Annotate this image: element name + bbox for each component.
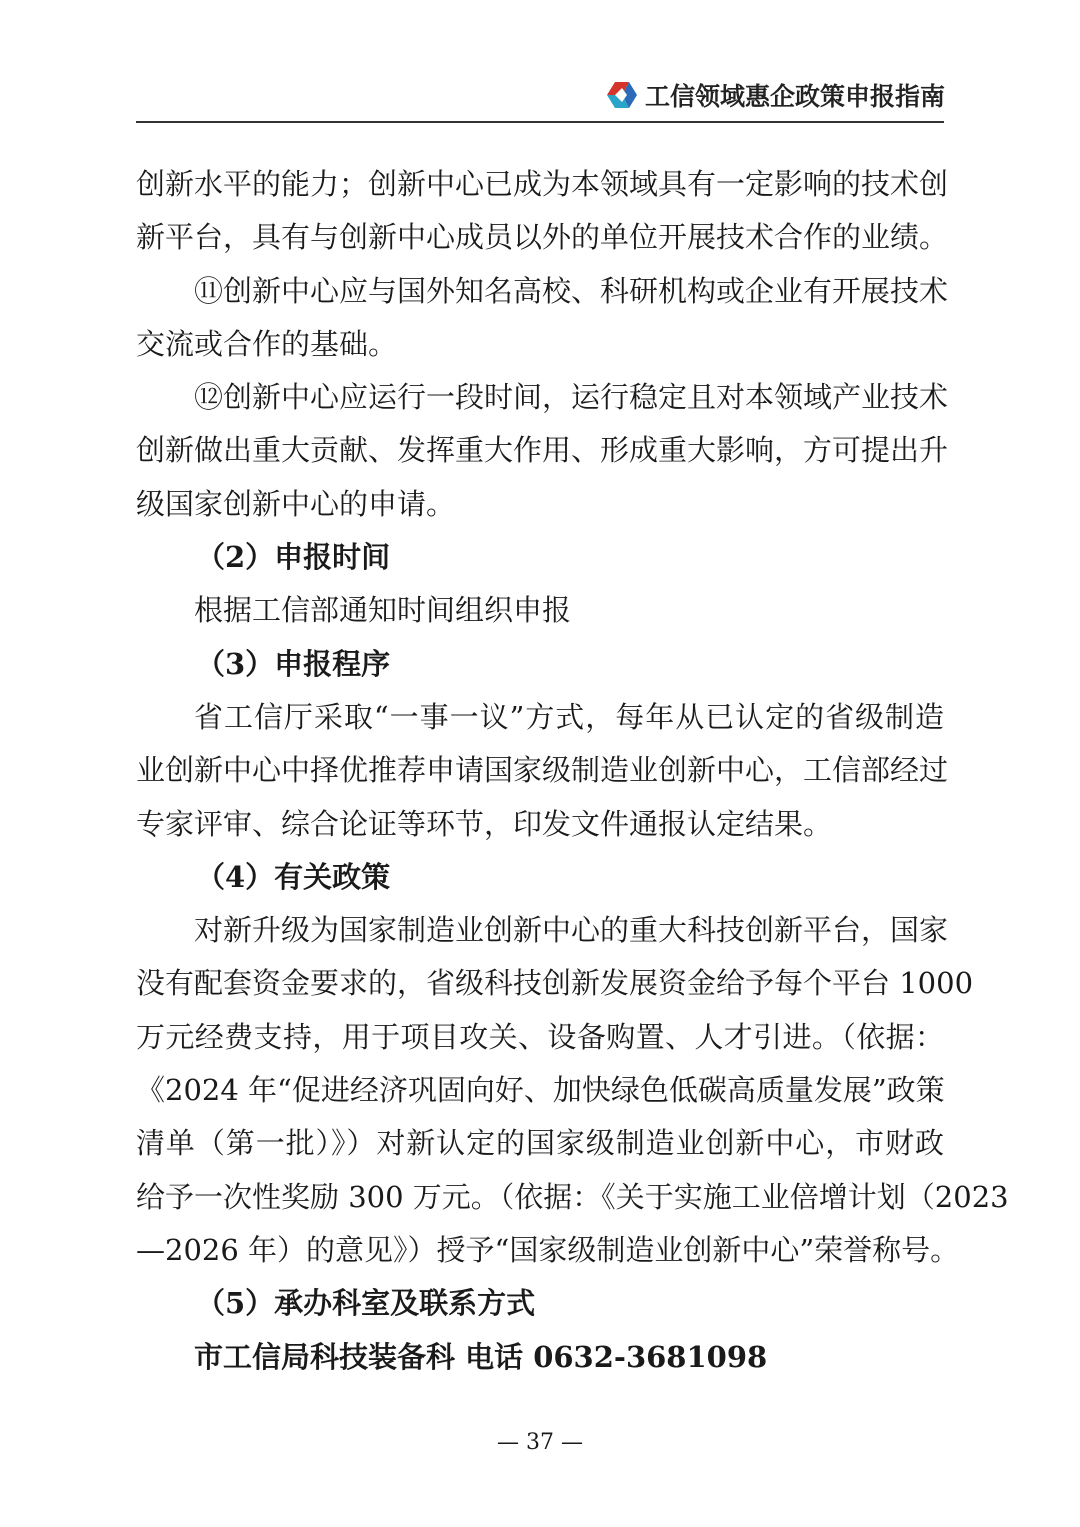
section-heading-contact: （5）承办科室及联系方式 <box>196 1286 536 1321</box>
paragraph-line: 交流或合作的基础。 <box>136 326 398 361</box>
page-header <box>605 74 945 116</box>
header-title: 工信领域惠企政策申报指南 <box>644 82 945 111</box>
contact-info: 市工信局科技装备科 电话 0632-3681098 <box>194 1339 768 1374</box>
paragraph-line: 对新升级为国家制造业创新中心的重大科技创新平台，国家 <box>194 913 949 948</box>
paragraph-line: 专家评审、综合论证等环节，印发文件通报认定结果。 <box>136 806 833 841</box>
page-number: — 37 — <box>497 1430 583 1455</box>
paragraph-line: 级国家创新中心的申请。 <box>136 486 456 521</box>
paragraph-line: 没有配套资金要求的，省级科技创新发展资金给予每个平台 1000 <box>136 966 974 1001</box>
paragraph-line: 清单（第一批）》）对新认定的国家级制造业创新中心，市财政 <box>136 1126 944 1161</box>
paragraph-line: 业创新中心中择优推荐申请国家级制造业创新中心，工信部经过 <box>136 753 949 788</box>
paragraph-line: 创新做出重大贡献、发挥重大作用、形成重大影响，方可提出升 <box>136 433 949 468</box>
paragraph-line: 给予一次性奖励 300 万元。（依据：《关于实施工业倍增计划（2023 <box>136 1179 1009 1214</box>
paragraph-line: 省工信厅采取“一事一议”方式，每年从已认定的省级制造 <box>194 699 944 734</box>
document-body <box>136 158 1009 1384</box>
header-divider <box>136 121 944 123</box>
paragraph-line: ⑪创新中心应与国外知名高校、科研机构或企业有开展技术 <box>194 273 949 308</box>
paragraph-line: 万元经费支持，用于项目攻关、设备购置、人才引进。（依据： <box>136 1019 944 1054</box>
section-heading-policy: （4）有关政策 <box>196 859 391 894</box>
paragraph-line: 创新水平的能力；创新中心已成为本领域具有一定影响的技术创 <box>136 167 949 201</box>
paragraph-line: 《2024 年“促进经济巩固向好、加快绿色低碳高质量发展”政策 <box>136 1073 945 1108</box>
paragraph-line: 新平台，具有与创新中心成员以外的单位开展技术合作的业绩。 <box>136 220 949 255</box>
paragraph-line: —2026 年）的意见》）授予“国家级制造业创新中心”荣誉称号。 <box>136 1232 960 1267</box>
paragraph-line: ⑫创新中心应运行一段时间，运行稳定且对本领域产业技术 <box>194 380 949 415</box>
ministry-logo-icon <box>605 80 639 110</box>
paragraph-line: 根据工信部通知时间组织申报 <box>194 593 572 628</box>
section-heading-procedure: （3）申报程序 <box>196 646 391 681</box>
section-heading-time: （2）申报时间 <box>196 540 391 575</box>
